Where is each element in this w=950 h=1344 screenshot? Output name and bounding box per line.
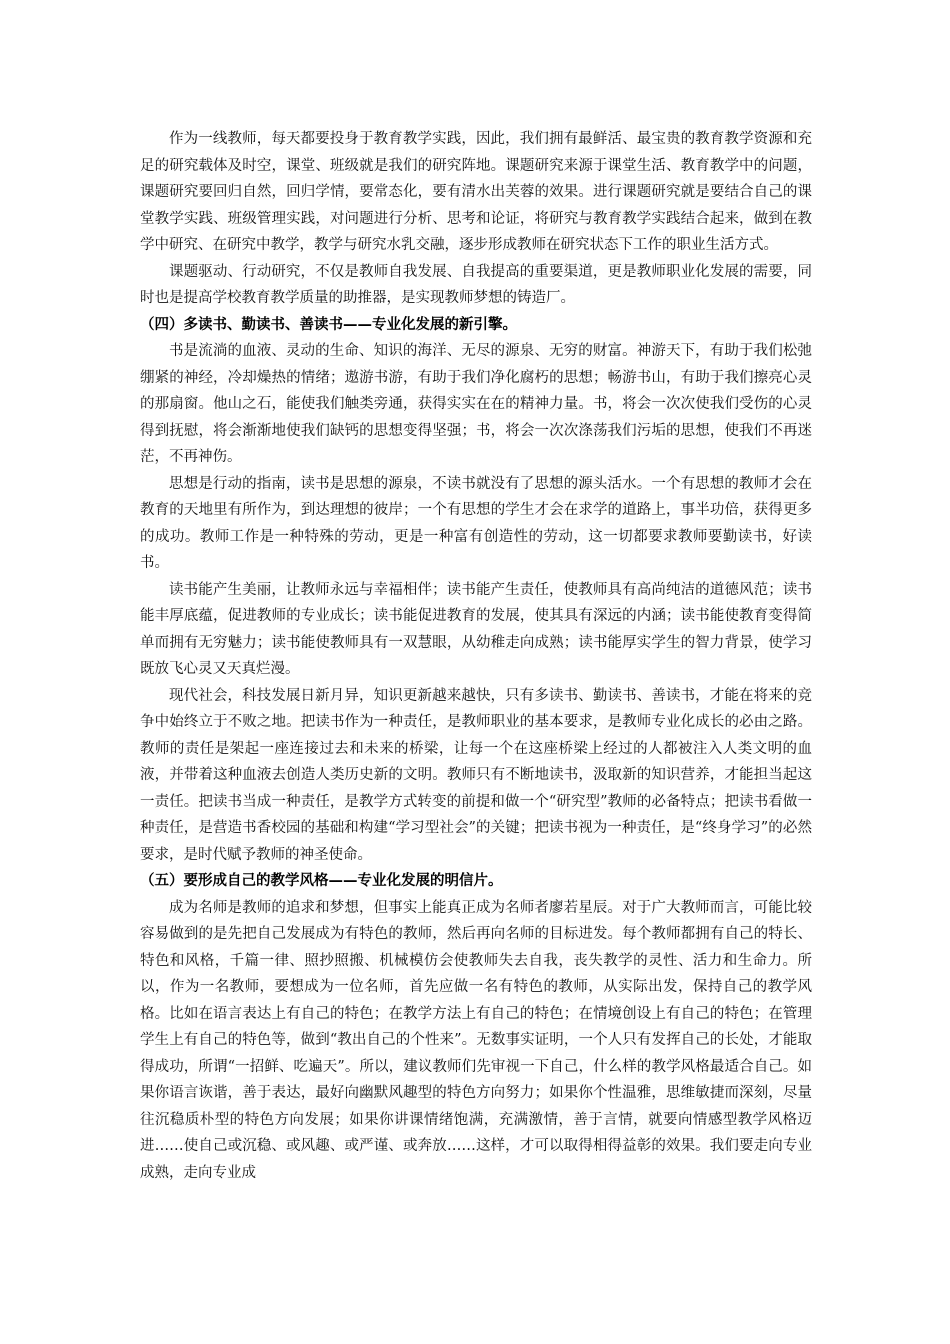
paragraph: 成为名师是教师的追求和梦想，但事实上能真正成为名师者廖若星辰。对于广大教师而言，可能比较容易做到的是先把自己发展成为有特色的教师，然后再向名师的目标进发。每个教师都拥有自己的特长、特色和风格，千篇一律、照抄照搬、机械模仿会使教师失去自我，丧失教学的灵性、活力和生命力。所以，作为一名教师，要想成为一位名师，首先应做一名有特色的教师，从实际出发，保持自己的教学风格。比如在语言表达上有自己的特色；在教学方法上有自己的特色；在情境创设上有自己的特色；在管理学生上有自己的特色等，做到“教出自己的个性来”。无数事实证明，一个人只有发挥自己的长处，才能取得成功，所谓“一招鲜、吃遍天”。所以，建议教师们先审视一下自己，什么样的教学风格最适合自己。如果你语言诙谐，善于表达，最好向幽默风趣型的特色方向努力；如果你个性温雅，思维敏捷而深刻，尽量往沉稳质朴型的特色方向发展；如果你讲课情绪饱满，充满激情，善于言情，就要向情感型教学风格迈进……使自己或沉稳、或风趣、或严谨、或奔放……这样，才可以取得相得益彰的效果。我们要走向专业成熟，走向专业成 bbox=[140, 899, 812, 1181]
section-heading: （五）要形成自己的教学风格——专业化发展的明信片。 bbox=[140, 873, 503, 889]
paragraph: 书是流淌的血液、灵动的生命、知识的海洋、无尽的源泉、无穷的财富。神游天下，有助于我们松弛绷紧的神经，冷却燥热的情绪；遨游书游，有助于我们净化腐朽的思想；畅游书山，有助于我们擦亮心灵的那扇窗。他山之石，能使我们触类旁通，获得实实在在的精神力量。书，将会一次次使我们受伤的心灵得到抚慰，将会渐渐地使我们缺钙的思想变得坚强；书，将会一次次涤荡我们污垢的思想，使我们不再迷茫，不再神伤。 bbox=[140, 343, 812, 465]
paragraph: 现代社会，科技发展日新月异，知识更新越来越快，只有多读书、勤读书、善读书，才能在将来的竞争中始终立于不败之地。把读书作为一种责任，是教师职业的基本要求，是教师专业化成长的必由之路。教师的责任是架起一座连接过去和未来的桥梁，让每一个在这座桥梁上经过的人都被注入人类文明的血液，并带着这种血液去创造人类历史新的文明。教师只有不断地读书，汲取新的知识营养，才能担当起这一责任。把读书当成一种责任，是教学方式转变的前提和做一个“研究型”教师的必备特点；把读书看做一种责任，是营造书香校园的基础和构建“学习型社会”的关键；把读书视为一种责任，是“终身学习”的必然要求，是时代赋予教师的神圣使命。 bbox=[140, 687, 812, 863]
paragraph: 课题驱动、行动研究，不仅是教师自我发展、自我提高的重要渠道，更是教师职业化发展的需要，同时也是提高学校教育教学质量的助推器，是实现教师梦想的铸造厂。 bbox=[140, 263, 812, 306]
section-heading: （四）多读书、勤读书、善读书——专业化发展的新引擎。 bbox=[140, 316, 517, 333]
document-page bbox=[140, 126, 812, 1186]
paragraph: 思想是行动的指南，读书是思想的源泉，不读书就没有了思想的源头活水。一个有思想的教师才会在教育的天地里有所作为，到达理想的彼岸；一个有思想的学生才会在求学的道路上，事半功倍，获得更多的成功。教师工作是一种特殊的劳动，更是一种富有创造性的劳动，这一切都要求教师要勤读书，好读书。 bbox=[140, 475, 812, 571]
paragraph: 作为一线教师，每天都要投身于教育教学实践，因此，我们拥有最鲜活、最宝贵的教育教学资源和充足的研究载体及时空，课堂、班级就是我们的研究阵地。课题研究来源于课堂生活、教育教学中的问题，课题研究要回归自然，回归学情，要常态化，要有清水出芙蓉的效果。进行课题研究就是要结合自己的课堂教学实践、班级管理实践，对问题进行分析、思考和论证，将研究与教育教学实践结合起来，做到在教学中研究、在研究中教学，教学与研究水乳交融，逐步形成教师在研究状态下工作的职业生活方式。 bbox=[140, 131, 812, 253]
paragraph: 读书能产生美丽，让教师永远与幸福相伴；读书能产生责任，使教师具有高尚纯洁的道德风范；读书能丰厚底蕴，促进教师的专业成长；读书能促进教育的发展，使其具有深远的内涵；读书能使教育变得简单而拥有无穷魅力；读书能使教师具有一双慧眼，从幼稚走向成熟；读书能厚实学生的智力背景，使学习既放飞心灵又天真烂漫。 bbox=[140, 581, 812, 677]
